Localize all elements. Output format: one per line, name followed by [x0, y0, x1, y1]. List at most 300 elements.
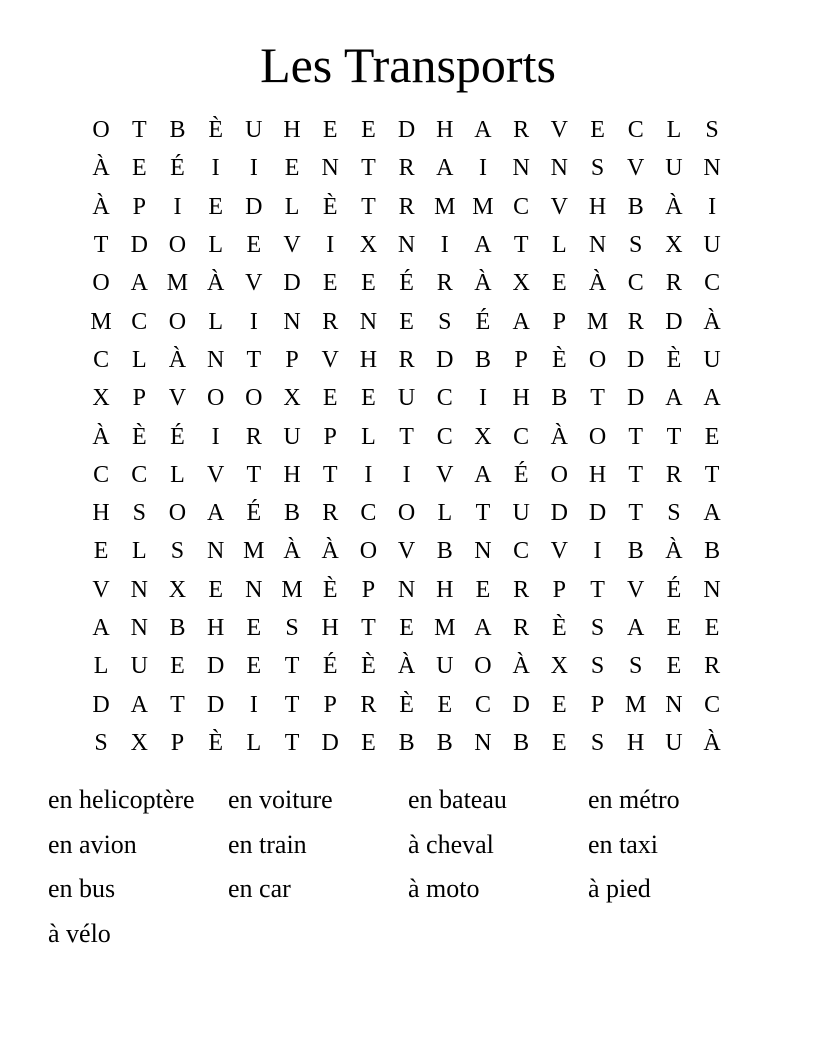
grid-letter: M [625, 691, 647, 718]
grid-letter: D [512, 691, 530, 718]
grid-letter: D [92, 691, 110, 718]
grid-letter: I [593, 538, 602, 565]
grid-letter: P [552, 576, 567, 603]
grid-row [82, 379, 732, 417]
grid-letter: T [284, 691, 300, 718]
grid-letter: È [322, 576, 338, 603]
grid-letter: M [90, 308, 112, 335]
grid-letter: I [211, 155, 220, 182]
grid-letter: I [249, 691, 258, 718]
grid-letter: P [132, 193, 146, 220]
grid-row [82, 149, 732, 187]
word-list-item: à cheval [408, 829, 494, 859]
grid-letter: D [627, 346, 645, 373]
word-list-item: à vélo [48, 918, 111, 948]
word-list-item: en helicoptère [48, 785, 195, 814]
grid-letter: C [131, 308, 148, 335]
grid-letter: T [93, 232, 109, 259]
grid-letter: O [92, 117, 110, 144]
grid-letter: L [361, 423, 376, 450]
grid-letter: E [666, 653, 682, 680]
grid-letter: H [283, 117, 301, 144]
grid-letter: B [436, 538, 453, 565]
grid-letter: E [552, 270, 567, 297]
grid-letter: D [588, 500, 607, 527]
grid-letter: T [284, 653, 300, 680]
grid-letter: I [249, 308, 258, 335]
grid-letter: E [361, 385, 376, 412]
grid-letter: N [245, 576, 263, 603]
grid-letter: T [628, 500, 644, 527]
grid-letter: P [170, 729, 185, 756]
word-list-item: en car [228, 874, 291, 903]
grid-letter: A [130, 270, 148, 297]
grid-letter: H [512, 385, 530, 412]
grid-letter: P [361, 576, 376, 603]
grid-letter: T [131, 117, 147, 144]
grid-letter: À [665, 193, 683, 220]
word-search-grid [82, 111, 732, 762]
grid-letter: À [588, 270, 607, 297]
grid-letter: B [169, 615, 186, 641]
grid-letter: V [627, 155, 645, 182]
grid-letter: C [704, 691, 721, 718]
grid-letter: S [629, 653, 643, 680]
grid-letter: A [130, 691, 148, 718]
grid-letter: E [552, 691, 567, 718]
grid-letter: B [169, 117, 186, 144]
grid-letter: E [131, 155, 147, 182]
grid-letter: T [704, 461, 720, 488]
grid-letter: U [703, 232, 721, 259]
grid-letter: È [208, 729, 223, 756]
grid-letter: P [323, 423, 337, 450]
grid-letter: O [206, 385, 225, 412]
word-list-item: en taxi [588, 829, 659, 859]
grid-letter: É [170, 423, 185, 450]
grid-letter: D [130, 232, 148, 259]
grid-letter: N [703, 576, 721, 603]
grid-letter: H [206, 615, 225, 641]
grid-letter: R [398, 193, 415, 220]
grid-letter: O [92, 270, 110, 297]
grid-letter: L [93, 653, 109, 680]
grid-letter: X [512, 270, 530, 297]
grid-letter: H [436, 576, 454, 603]
grid-letter: C [436, 423, 453, 450]
grid-letter: N [703, 155, 721, 182]
grid-letter: U [245, 117, 263, 144]
grid-letter: S [94, 729, 108, 756]
grid-letter: E [322, 270, 338, 297]
grid-letter: B [551, 385, 568, 412]
grid-letter: R [398, 346, 415, 373]
grid-letter: É [246, 500, 262, 527]
grid-letter: È [552, 615, 567, 641]
grid-letter: H [92, 500, 110, 527]
grid-letter: À [92, 423, 110, 450]
grid-letter: O [168, 232, 187, 259]
grid-letter: S [590, 729, 605, 756]
grid-letter: É [475, 308, 491, 335]
grid-letter: L [437, 500, 453, 527]
grid-letter: O [168, 500, 187, 527]
grid-letter: E [666, 615, 682, 641]
grid-letter: V [321, 346, 339, 373]
grid-letter: V [550, 117, 569, 144]
grid-letter: V [92, 576, 110, 603]
grid-letter: L [208, 232, 223, 259]
grid-letter: À [283, 538, 301, 565]
grid-letter: O [168, 308, 187, 335]
grid-letter: E [246, 232, 262, 259]
grid-letter: L [552, 232, 567, 259]
grid-letter: P [323, 691, 337, 718]
grid-letter: À [397, 653, 416, 680]
grid-letter: A [512, 308, 530, 335]
grid-letter: R [665, 270, 682, 297]
grid-letter: À [206, 270, 225, 297]
grid-letter: I [708, 193, 717, 220]
word-list-item: en métro [588, 785, 680, 814]
grid-row [82, 532, 732, 570]
grid-letter: E [361, 270, 376, 297]
grid-letter: M [434, 193, 456, 220]
grid-letter: U [436, 653, 454, 680]
grid-letter: E [170, 653, 185, 680]
grid-letter: T [246, 461, 262, 488]
grid-letter: M [472, 193, 494, 220]
grid-letter: R [398, 155, 415, 182]
word-list-item: en bus [48, 874, 116, 903]
grid-letter: À [665, 538, 683, 565]
grid-letter: V [245, 270, 263, 297]
grid-letter: U [703, 346, 721, 373]
grid-row [82, 571, 732, 609]
grid-letter: C [436, 385, 453, 412]
grid-letter: N [130, 576, 148, 603]
grid-letter: È [322, 193, 338, 220]
grid-letter: X [283, 385, 301, 412]
grid-letter: L [284, 193, 300, 220]
grid-letter: O [588, 346, 607, 373]
grid-letter: R [704, 653, 721, 680]
grid-letter: C [513, 538, 530, 565]
word-list-item: en bateau [408, 785, 507, 814]
grid-letter: À [512, 653, 530, 680]
grid-letter: V [283, 232, 301, 259]
grid-letter: D [283, 270, 301, 297]
grid-letter: N [512, 155, 530, 182]
word-list-item: en voiture [228, 785, 333, 814]
grid-row [82, 609, 732, 647]
grid-letter: C [513, 193, 530, 220]
grid-letter: È [361, 653, 376, 680]
grid-letter: P [514, 346, 528, 373]
grid-letter: I [478, 385, 487, 412]
grid-letter: R [665, 461, 682, 488]
grid-letter: U [397, 385, 416, 412]
grid-letter: X [130, 729, 148, 756]
grid-row [82, 685, 732, 723]
grid-letter: N [474, 729, 492, 756]
grid-letter: T [399, 423, 414, 450]
grid-letter: X [92, 385, 110, 412]
grid-letter: C [360, 500, 377, 527]
grid-letter: T [590, 576, 605, 603]
grid-letter: A [474, 232, 492, 259]
grid-letter: E [361, 117, 376, 144]
grid-letter: E [552, 729, 567, 756]
grid-row [82, 417, 732, 455]
grid-letter: T [513, 232, 529, 259]
grid-letter: B [398, 729, 415, 756]
grid-letter: S [438, 308, 452, 335]
grid-letter: X [168, 576, 187, 603]
grid-letter: D [206, 691, 225, 718]
grid-letter: C [704, 270, 721, 297]
grid-letter: B [627, 193, 644, 220]
grid-letter: V [550, 193, 569, 220]
grid-letter: I [440, 232, 449, 259]
grid-letter: V [206, 461, 225, 488]
grid-letter: H [359, 346, 378, 373]
grid-letter: C [131, 461, 148, 488]
grid-letter: A [627, 615, 645, 641]
grid-letter: O [397, 500, 416, 527]
grid-letter: P [590, 691, 605, 718]
grid-row [82, 647, 732, 685]
grid-letter: R [436, 270, 453, 297]
word-list-item: en avion [48, 829, 137, 859]
grid-letter: R [513, 117, 530, 144]
grid-letter: L [208, 308, 223, 335]
grid-letter: X [359, 232, 378, 259]
grid-letter: N [283, 308, 301, 335]
grid-letter: M [434, 615, 456, 641]
grid-letter: E [93, 538, 109, 565]
grid-letter: M [586, 308, 609, 335]
grid-letter: È [552, 346, 567, 373]
grid-letter: R [513, 576, 530, 603]
grid-letter: A [474, 461, 492, 488]
grid-letter: N [397, 232, 416, 259]
grid-letter: T [284, 729, 300, 756]
grid-letter: D [627, 385, 645, 412]
grid-letter: È [208, 117, 223, 144]
grid-letter: N [321, 155, 339, 182]
grid-letter: I [211, 423, 220, 450]
grid-letter: V [436, 461, 454, 488]
grid-letter: H [588, 461, 607, 488]
grid-row [82, 264, 732, 302]
grid-letter: T [590, 385, 605, 412]
grid-letter: A [474, 615, 492, 641]
grid-letter: T [170, 691, 185, 718]
grid-letter: L [170, 461, 185, 488]
grid-letter: À [92, 155, 110, 182]
grid-letter: C [627, 270, 644, 297]
grid-letter: À [703, 729, 721, 756]
grid-letter: À [168, 346, 187, 373]
grid-letter: E [590, 117, 605, 144]
grid-row [82, 302, 732, 340]
grid-letter: D [436, 346, 454, 373]
grid-letter: S [590, 155, 605, 182]
grid-letter: D [321, 729, 339, 756]
grid-letter: C [513, 423, 530, 450]
grid-letter: E [704, 615, 720, 641]
page-title: Les Transports [260, 37, 556, 93]
grid-row [82, 188, 732, 226]
grid-letter: R [360, 691, 377, 718]
grid-letter: D [550, 500, 569, 527]
grid-letter: E [246, 653, 262, 680]
grid-letter: O [245, 385, 263, 412]
grid-letter: I [364, 461, 373, 488]
grid-letter: P [132, 385, 146, 412]
grid-letter: N [550, 155, 569, 182]
grid-letter: L [131, 538, 147, 565]
grid-letter: B [627, 538, 644, 565]
grid-letter: U [283, 423, 301, 450]
grid-letter: E [399, 615, 414, 641]
grid-letter: H [436, 117, 454, 144]
grid-letter: O [550, 461, 569, 488]
grid-letter: É [513, 461, 529, 488]
grid-letter: A [474, 117, 492, 144]
grid-letter: V [627, 576, 645, 603]
grid-letter: D [397, 117, 416, 144]
grid-letter: E [246, 615, 262, 641]
grid-letter: A [206, 500, 225, 527]
grid-letter: N [359, 308, 378, 335]
grid-letter: T [628, 423, 644, 450]
grid-letter: D [665, 308, 683, 335]
grid-letter: R [322, 500, 339, 527]
grid-letter: V [397, 538, 416, 565]
grid-letter: T [322, 461, 338, 488]
grid-letter: É [666, 576, 682, 603]
grid-letter: À [550, 423, 569, 450]
grid-letter: X [550, 653, 569, 680]
grid-row [82, 724, 732, 762]
grid-row [82, 341, 732, 379]
grid-letter: T [666, 423, 682, 450]
grid-letter: À [321, 538, 339, 565]
grid-letter: T [475, 500, 491, 527]
grid-letter: I [326, 232, 335, 259]
grid-letter: B [513, 729, 530, 756]
grid-letter: C [627, 117, 644, 144]
grid-letter: È [131, 423, 147, 450]
grid-letter: T [246, 346, 262, 373]
grid-letter: P [552, 308, 567, 335]
grid-letter: E [208, 576, 223, 603]
grid-letter: N [474, 538, 492, 565]
grid-letter: N [206, 538, 225, 565]
grid-letter: E [322, 117, 338, 144]
grid-letter: E [437, 691, 453, 718]
grid-letter: U [130, 653, 148, 680]
grid-letter: B [284, 500, 301, 527]
grid-letter: B [436, 729, 453, 756]
grid-letter: M [166, 270, 189, 297]
grid-letter: I [402, 461, 411, 488]
grid-letter: C [93, 461, 110, 488]
grid-letter: H [627, 729, 645, 756]
grid-letter: O [588, 423, 607, 450]
grid-row [82, 456, 732, 494]
grid-letter: À [703, 308, 721, 335]
grid-letter: D [206, 653, 225, 680]
grid-letter: N [397, 576, 416, 603]
grid-letter: S [132, 500, 146, 527]
grid-letter: A [703, 385, 721, 412]
grid-letter: E [322, 385, 338, 412]
grid-letter: N [588, 232, 607, 259]
grid-row [82, 226, 732, 264]
grid-letter: S [590, 615, 605, 641]
grid-letter: T [628, 461, 644, 488]
word-list [48, 778, 768, 956]
grid-letter: P [285, 346, 299, 373]
grid-letter: H [283, 461, 301, 488]
grid-letter: T [361, 193, 376, 220]
grid-letter: É [399, 270, 414, 297]
grid-letter: X [665, 232, 683, 259]
grid-letter: U [665, 729, 683, 756]
grid-letter: É [170, 155, 185, 182]
word-list-item: en train [228, 829, 307, 859]
grid-letter: V [550, 538, 569, 565]
grid-letter: N [130, 615, 148, 641]
grid-letter: I [249, 155, 258, 182]
grid-letter: B [474, 346, 491, 373]
word-list-item: à moto [408, 874, 480, 903]
grid-row [82, 494, 732, 532]
grid-letter: S [667, 500, 681, 527]
grid-letter: R [627, 308, 644, 335]
grid-letter: À [92, 193, 110, 220]
grid-letter: L [666, 117, 682, 144]
grid-letter: O [359, 538, 378, 565]
grid-letter: È [666, 346, 682, 373]
grid-letter: S [285, 615, 299, 641]
grid-letter: U [665, 155, 683, 182]
grid-letter: S [590, 653, 605, 680]
grid-letter: N [665, 691, 683, 718]
grid-letter: S [629, 232, 643, 259]
grid-letter: E [399, 308, 414, 335]
grid-letter: I [478, 155, 487, 182]
grid-letter: H [588, 193, 607, 220]
grid-letter: H [321, 615, 339, 641]
grid-letter: L [131, 346, 147, 373]
grid-letter: N [206, 346, 225, 373]
grid-letter: M [281, 576, 303, 603]
grid-letter: V [168, 385, 187, 412]
grid-letter: T [361, 615, 376, 641]
grid-letter: E [475, 576, 491, 603]
grid-letter: R [513, 615, 530, 641]
grid-letter: R [322, 308, 339, 335]
grid-letter: S [170, 538, 185, 565]
grid-letter: E [704, 423, 720, 450]
grid-letter: X [474, 423, 492, 450]
word-list-item: à pied [588, 874, 651, 903]
grid-letter: U [512, 500, 530, 527]
